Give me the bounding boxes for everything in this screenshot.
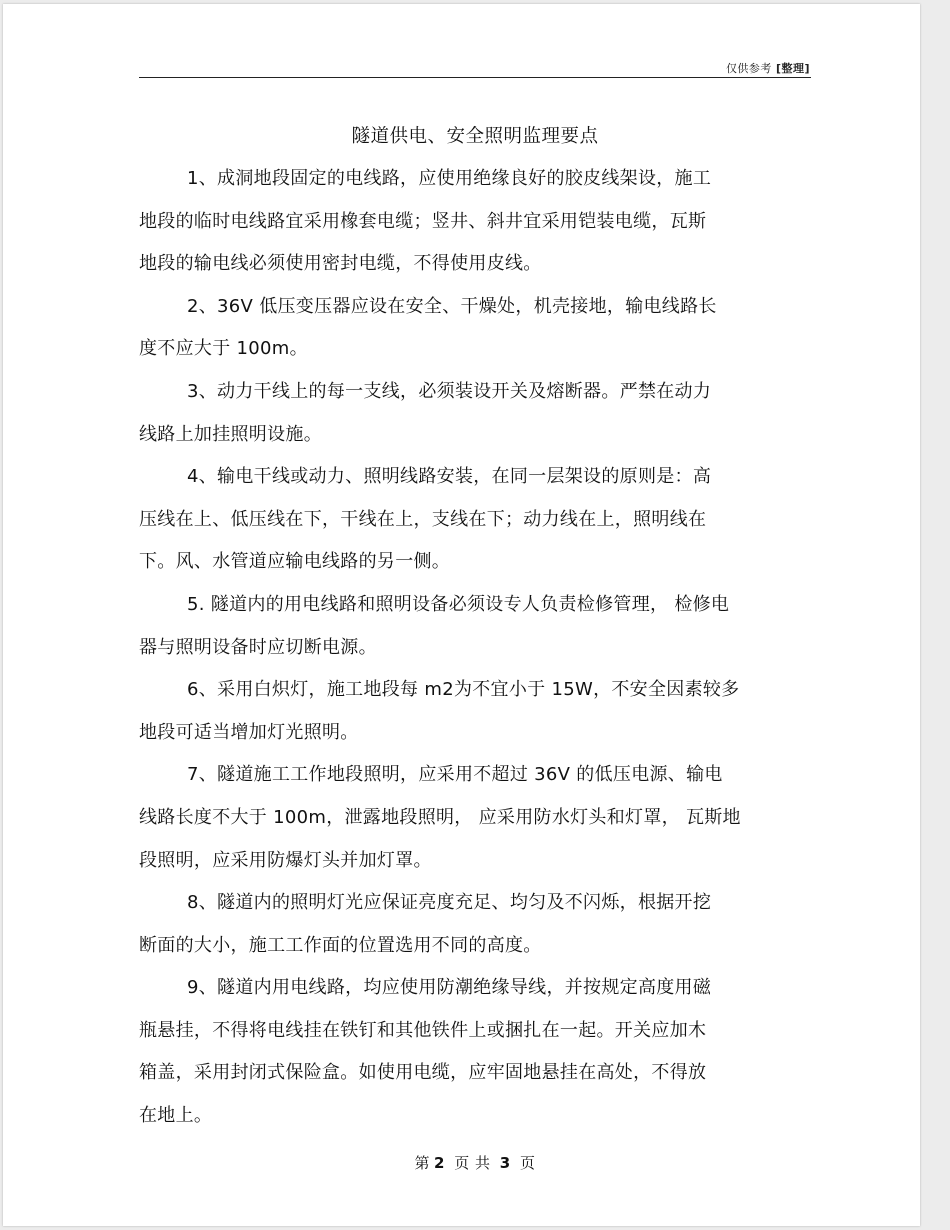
paragraph-first-line: 4、输电干线或动力、照明线路安装，在同一层架设的原则是：高 [187,466,712,488]
document-title: 隧道供电、安全照明监理要点 [351,126,599,147]
paragraph-line: 压线在上、低压线在下，干线在上，支线在下；动力线在上，照明线在 [139,508,707,530]
paragraph-line: 箱盖，采用封闭式保险盒。如使用电缆，应牢固地悬挂在高处，不得放 [139,1062,707,1084]
footer-page-number: 2 [434,1154,445,1172]
paragraph-first-line: 5. 隧道内的用电线路和照明设备必须设专人负责检修管理， 检修电 [187,593,730,615]
paragraph-line: 段照明，应采用防爆灯头并加灯罩。 [139,849,432,871]
footer-prefix: 第 [414,1154,430,1172]
paragraph-first-line: 9、隧道内用电线路，均应使用防潮绝缘导线，并按规定高度用磁 [187,977,712,999]
footer-mid: 页 共 [454,1154,491,1172]
paragraph-first-line: 8、隧道内的照明灯光应保证亮度充足、均匀及不闪烁，根据开挖 [187,892,712,914]
paragraph-first-line: 7、隧道施工工作地段照明，应采用不超过 36V 的低压电源、输电 [187,764,723,786]
paragraph-line: 断面的大小，施工工作面的位置选用不同的高度。 [139,934,542,956]
paragraph-line: 线路上加挂照明设施。 [139,423,322,445]
paragraph-line: 地段可适当增加灯光照明。 [139,721,359,743]
paragraph-first-line: 2、36V 低压变压器应设在安全、干燥处，机壳接地，输电线路长 [187,295,717,317]
paragraph-line: 地段的临时电线路宜采用橡套电缆；竖井、斜井宜采用铠装电缆，瓦斯 [139,210,707,232]
paragraph-first-line: 6、采用白炽灯，施工地段每 m2为不宜小于 15W，不安全因素较多 [187,679,740,701]
footer-total-pages: 3 [499,1154,511,1172]
header-tag: [整理] [775,62,810,75]
paragraph-line: 度不应大于 100m。 [139,338,308,360]
page-footer [139,1152,811,1173]
paragraph-line: 地段的输电线必须使用密封电缆，不得使用皮线。 [139,253,542,275]
paragraph-line: 瓶悬挂，不得将电线挂在铁钉和其他铁件上或捆扎在一起。开关应加木 [139,1019,707,1041]
document-body [139,158,819,1138]
paragraph-line: 器与照明设备时应切断电源。 [139,636,377,658]
footer-suffix: 页 [520,1154,536,1172]
paragraph-first-line: 1、成洞地段固定的电线路，应使用绝缘良好的胶皮线架设，施工 [187,168,712,189]
paragraph-line: 下。风、水管道应输电线路的另一侧。 [139,551,451,573]
header-note [726,60,810,76]
paragraph-line: 线路长度不大于 100m，泄露地段照明， 应采用防水灯头和灯罩， 瓦斯地 [139,806,741,828]
paragraph-first-line: 3、动力干线上的每一支线，必须装设开关及熔断器。严禁在动力 [187,380,712,402]
document-page [3,4,920,1226]
header-note-text: 仅供参考 [725,62,772,75]
header-rule [139,77,811,78]
paragraph-line: 在地上。 [139,1105,213,1127]
